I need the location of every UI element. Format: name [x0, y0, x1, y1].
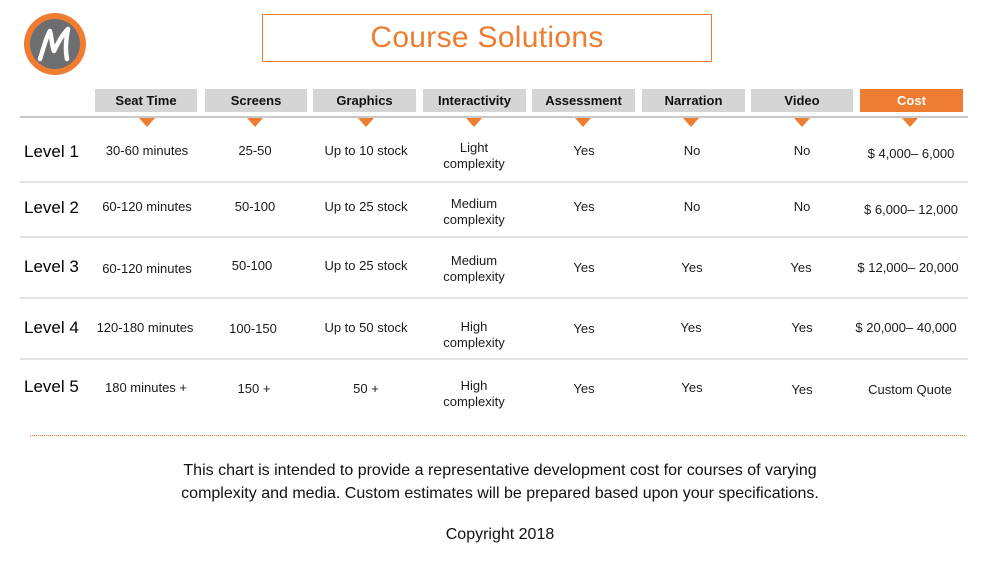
disclaimer-text: [0, 459, 1000, 505]
row-divider: [20, 236, 968, 238]
narration-cell: No: [683, 199, 701, 214]
level-label: Level 1: [24, 142, 79, 161]
video-cell: Yes: [791, 320, 813, 335]
column-header-interactivity: Interactivity: [423, 89, 526, 112]
narration-cell: No: [683, 143, 701, 158]
triangle-marker-icon: [683, 118, 699, 127]
graphics-cell: Up to 25 stock: [324, 199, 408, 214]
disclaimer-line-1: This chart is intended to provide a representative development cost for courses of varying: [183, 462, 817, 479]
assessment-cell: Yes: [573, 381, 595, 396]
level-label: Level 3: [24, 257, 79, 276]
triangle-marker-icon: [139, 118, 155, 127]
cost-cell: $ 4,000– 6,000: [867, 146, 955, 161]
screens-cell: 50-100: [231, 258, 273, 273]
column-header-screens: Screens: [205, 89, 307, 112]
screens-cell: 25-50: [238, 143, 272, 158]
row-divider: [20, 358, 968, 360]
level-label: Level 2: [24, 198, 79, 217]
seat-time-cell: 30-60 minutes: [105, 143, 189, 158]
interactivity-cell-line1: Medium: [450, 196, 498, 211]
assessment-cell: Yes: [573, 199, 595, 214]
interactivity-cell-line1: Light: [459, 140, 489, 155]
seat-time-cell: 60-120 minutes: [102, 199, 192, 214]
column-header-seat-time: Seat Time: [95, 89, 197, 112]
seat-time-cell: 120-180 minutes: [96, 320, 194, 335]
assessment-cell: Yes: [573, 260, 595, 275]
narration-cell: Yes: [681, 260, 703, 275]
company-logo: [24, 13, 86, 75]
video-cell: Yes: [791, 382, 813, 397]
seat-time-cell: 180 minutes +: [104, 380, 188, 395]
column-header-narration: Narration: [642, 89, 745, 112]
disclaimer-line-2: complexity and media. Custom estimates will be prepared based upon your specifications.: [181, 485, 819, 502]
interactivity-cell-line1: High: [460, 378, 488, 393]
triangle-marker-icon: [247, 118, 263, 127]
seat-time-cell: 60-120 minutes: [102, 261, 192, 276]
interactivity-cell-line2: complexity: [443, 335, 505, 350]
interactivity-cell-line1: High: [460, 319, 488, 334]
video-cell: Yes: [790, 260, 812, 275]
interactivity-cell-line2: complexity: [443, 212, 505, 227]
row-divider: [20, 116, 968, 118]
graphics-cell: Up to 50 stock: [324, 320, 408, 335]
interactivity-cell-line1: Medium: [450, 253, 498, 268]
dotted-divider: [30, 435, 965, 436]
interactivity-cell-line2: complexity: [443, 394, 505, 409]
screens-cell: 150 +: [237, 381, 271, 396]
screens-cell: 50-100: [234, 199, 276, 214]
row-divider: [20, 297, 968, 299]
video-cell: No: [793, 143, 811, 158]
cost-cell: Custom Quote: [868, 382, 952, 397]
page-title: Course Solutions: [262, 14, 712, 62]
triangle-marker-icon: [902, 118, 918, 127]
video-cell: No: [793, 199, 811, 214]
column-header-graphics: Graphics: [313, 89, 416, 112]
column-header-cost: Cost: [860, 89, 963, 112]
assessment-cell: Yes: [573, 143, 595, 158]
interactivity-cell-line2: complexity: [443, 269, 505, 284]
logo-m-icon: [30, 19, 80, 69]
graphics-cell: Up to 25 stock: [324, 258, 408, 273]
cost-cell: $ 12,000– 20,000: [857, 260, 959, 275]
level-label: Level 5: [24, 377, 79, 396]
assessment-cell: Yes: [573, 321, 595, 336]
narration-cell: Yes: [680, 320, 702, 335]
column-header-video: Video: [751, 89, 853, 112]
level-label: Level 4: [24, 318, 79, 337]
cost-cell: $ 6,000– 12,000: [864, 202, 958, 217]
copyright-text: Copyright 2018: [445, 526, 555, 543]
screens-cell: 100-150: [229, 321, 277, 336]
narration-cell: Yes: [681, 380, 703, 395]
graphics-cell: 50 +: [353, 381, 379, 396]
row-divider: [20, 181, 968, 183]
cost-cell: $ 20,000– 40,000: [855, 320, 957, 335]
interactivity-cell-line2: complexity: [443, 156, 505, 171]
column-header-assessment: Assessment: [532, 89, 635, 112]
triangle-marker-icon: [358, 118, 374, 127]
triangle-marker-icon: [794, 118, 810, 127]
triangle-marker-icon: [575, 118, 591, 127]
triangle-marker-icon: [466, 118, 482, 127]
graphics-cell: Up to 10 stock: [324, 143, 408, 158]
